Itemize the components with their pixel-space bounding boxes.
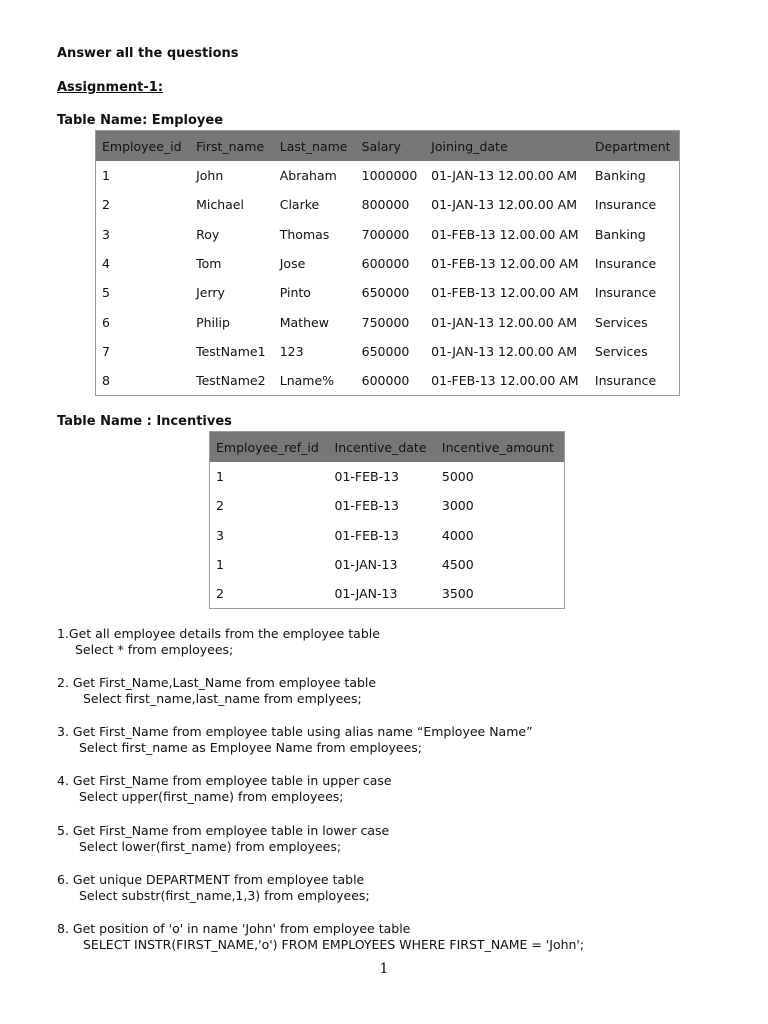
incentives-table-cell: 01-JAN-13 (329, 550, 436, 579)
employee-table-row (96, 307, 680, 336)
employee-table-cell: Services (589, 307, 680, 336)
incentives-table-row (210, 462, 565, 491)
employee-table-cell: TestName2 (190, 366, 274, 396)
employee-column-header: First_name (190, 131, 274, 162)
question-5: 5. Get First_Name from employee table in lower case (57, 823, 390, 838)
page-number: 1 (379, 961, 389, 977)
employee-column-header: Last_name (274, 131, 356, 162)
employee-table-cell: 01-JAN-13 12.00.00 AM (425, 307, 589, 336)
employee-table-caption: Table Name: Employee (57, 113, 224, 128)
employee-table-row (96, 161, 680, 190)
question-1: 1.Get all employee details from the employee table (57, 626, 380, 641)
question-4: 4. Get First_Name from employee table in upper case (57, 773, 392, 788)
employee-table-cell: 700000 (356, 220, 426, 249)
incentives-table-row (210, 491, 565, 520)
employee-table-cell: Insurance (589, 190, 680, 219)
employee-table-cell: 01-FEB-13 12.00.00 AM (425, 249, 589, 278)
employee-table-cell: 01-FEB-13 12.00.00 AM (425, 366, 589, 396)
employee-table-cell: 01-FEB-13 12.00.00 AM (425, 278, 589, 307)
employee-table-row (96, 220, 680, 249)
answer-8: SELECT INSTR(FIRST_NAME,'o') FROM EMPLOYEES WHERE FIRST_NAME = 'John'; (83, 937, 585, 952)
employee-table-cell: 123 (274, 337, 356, 366)
incentives-table-cell: 3 (210, 521, 329, 550)
answer-3: Select first_name as Employee Name from employees; (79, 740, 422, 755)
incentives-table-cell: 2 (210, 579, 329, 609)
incentives-table-cell: 2 (210, 491, 329, 520)
incentives-column-header: Incentive_amount (436, 432, 565, 463)
employee-table-cell: Abraham (274, 161, 356, 190)
employee-column-header: Joining_date (425, 131, 589, 162)
incentives-table-cell: 5000 (436, 462, 565, 491)
assignment-heading: Assignment-1: (57, 80, 164, 95)
employee-column-header: Department (589, 131, 680, 162)
employee-table-cell: 01-FEB-13 12.00.00 AM (425, 220, 589, 249)
employee-table-cell: 5 (96, 278, 191, 307)
employee-table-cell: 4 (96, 249, 191, 278)
incentives-column-header: Employee_ref_id (210, 432, 329, 463)
employee-table-cell: Insurance (589, 366, 680, 396)
employee-table-row (96, 366, 680, 396)
incentives-table-cell: 1 (210, 550, 329, 579)
employee-table-cell: Lname% (274, 366, 356, 396)
employee-table-cell: 8 (96, 366, 191, 396)
employee-table-cell: Banking (589, 161, 680, 190)
employee-table-cell: Mathew (274, 307, 356, 336)
incentives-column-header: Incentive_date (329, 432, 436, 463)
employee-table-cell: 800000 (356, 190, 426, 219)
incentives-table-header-row (210, 432, 565, 463)
instruction-heading: Answer all the questions (57, 46, 239, 61)
employee-table-cell: 01-JAN-13 12.00.00 AM (425, 190, 589, 219)
employee-column-header: Salary (356, 131, 426, 162)
employee-table-cell: Jose (274, 249, 356, 278)
employee-table-cell: 600000 (356, 366, 426, 396)
question-8: 8. Get position of 'o' in name 'John' from employee table (57, 921, 411, 936)
employee-table-cell: Tom (190, 249, 274, 278)
employee-table-cell: 1 (96, 161, 191, 190)
employee-table-cell: Jerry (190, 278, 274, 307)
employee-table-row (96, 190, 680, 219)
question-3: 3. Get First_Name from employee table using alias name “Employee Name” (57, 724, 533, 739)
employee-table-cell: 750000 (356, 307, 426, 336)
incentives-table-row (210, 521, 565, 550)
employee-table-cell: 7 (96, 337, 191, 366)
employee-table-cell: 6 (96, 307, 191, 336)
employee-table-cell: 3 (96, 220, 191, 249)
employee-table-row (96, 249, 680, 278)
employee-table-cell: Michael (190, 190, 274, 219)
incentives-table-cell: 3000 (436, 491, 565, 520)
incentives-table-caption: Table Name : Incentives (57, 414, 232, 429)
employee-table-cell: Banking (589, 220, 680, 249)
answer-6: Select substr(first_name,1,3) from employees; (79, 888, 370, 903)
employee-table (95, 130, 680, 396)
incentives-table-cell: 01-FEB-13 (329, 491, 436, 520)
answer-5: Select lower(first_name) from employees; (79, 839, 342, 854)
answer-1: Select * from employees; (75, 642, 234, 657)
incentives-table (209, 431, 565, 609)
employee-table-cell: 1000000 (356, 161, 426, 190)
question-2: 2. Get First_Name,Last_Name from employee table (57, 675, 377, 690)
incentives-table-row (210, 550, 565, 579)
incentives-table-row (210, 579, 565, 609)
employee-table-cell: Pinto (274, 278, 356, 307)
employee-table-cell: 650000 (356, 337, 426, 366)
employee-table-row (96, 278, 680, 307)
employee-table-cell: TestName1 (190, 337, 274, 366)
employee-table-row (96, 337, 680, 366)
answer-2: Select first_name,last_name from emplyees; (83, 691, 362, 706)
employee-table-cell: Services (589, 337, 680, 366)
employee-column-header: Employee_id (96, 131, 191, 162)
employee-table-cell: Insurance (589, 249, 680, 278)
incentives-table-cell: 3500 (436, 579, 565, 609)
employee-table-cell: 01-JAN-13 12.00.00 AM (425, 337, 589, 366)
employee-table-cell: 600000 (356, 249, 426, 278)
employee-table-cell: Philip (190, 307, 274, 336)
incentives-table-cell: 01-FEB-13 (329, 462, 436, 491)
question-6: 6. Get unique DEPARTMENT from employee table (57, 872, 365, 887)
employee-table-cell: 650000 (356, 278, 426, 307)
incentives-table-cell: 01-JAN-13 (329, 579, 436, 609)
employee-table-cell: Thomas (274, 220, 356, 249)
employee-table-cell: Clarke (274, 190, 356, 219)
incentives-table-cell: 4000 (436, 521, 565, 550)
employee-table-cell: Insurance (589, 278, 680, 307)
incentives-table-cell: 01-FEB-13 (329, 521, 436, 550)
employee-table-cell: 2 (96, 190, 191, 219)
employee-table-header-row (96, 131, 680, 162)
answer-4: Select upper(first_name) from employees; (79, 789, 344, 804)
employee-table-cell: Roy (190, 220, 274, 249)
employee-table-cell: John (190, 161, 274, 190)
incentives-table-cell: 1 (210, 462, 329, 491)
incentives-table-cell: 4500 (436, 550, 565, 579)
employee-table-cell: 01-JAN-13 12.00.00 AM (425, 161, 589, 190)
